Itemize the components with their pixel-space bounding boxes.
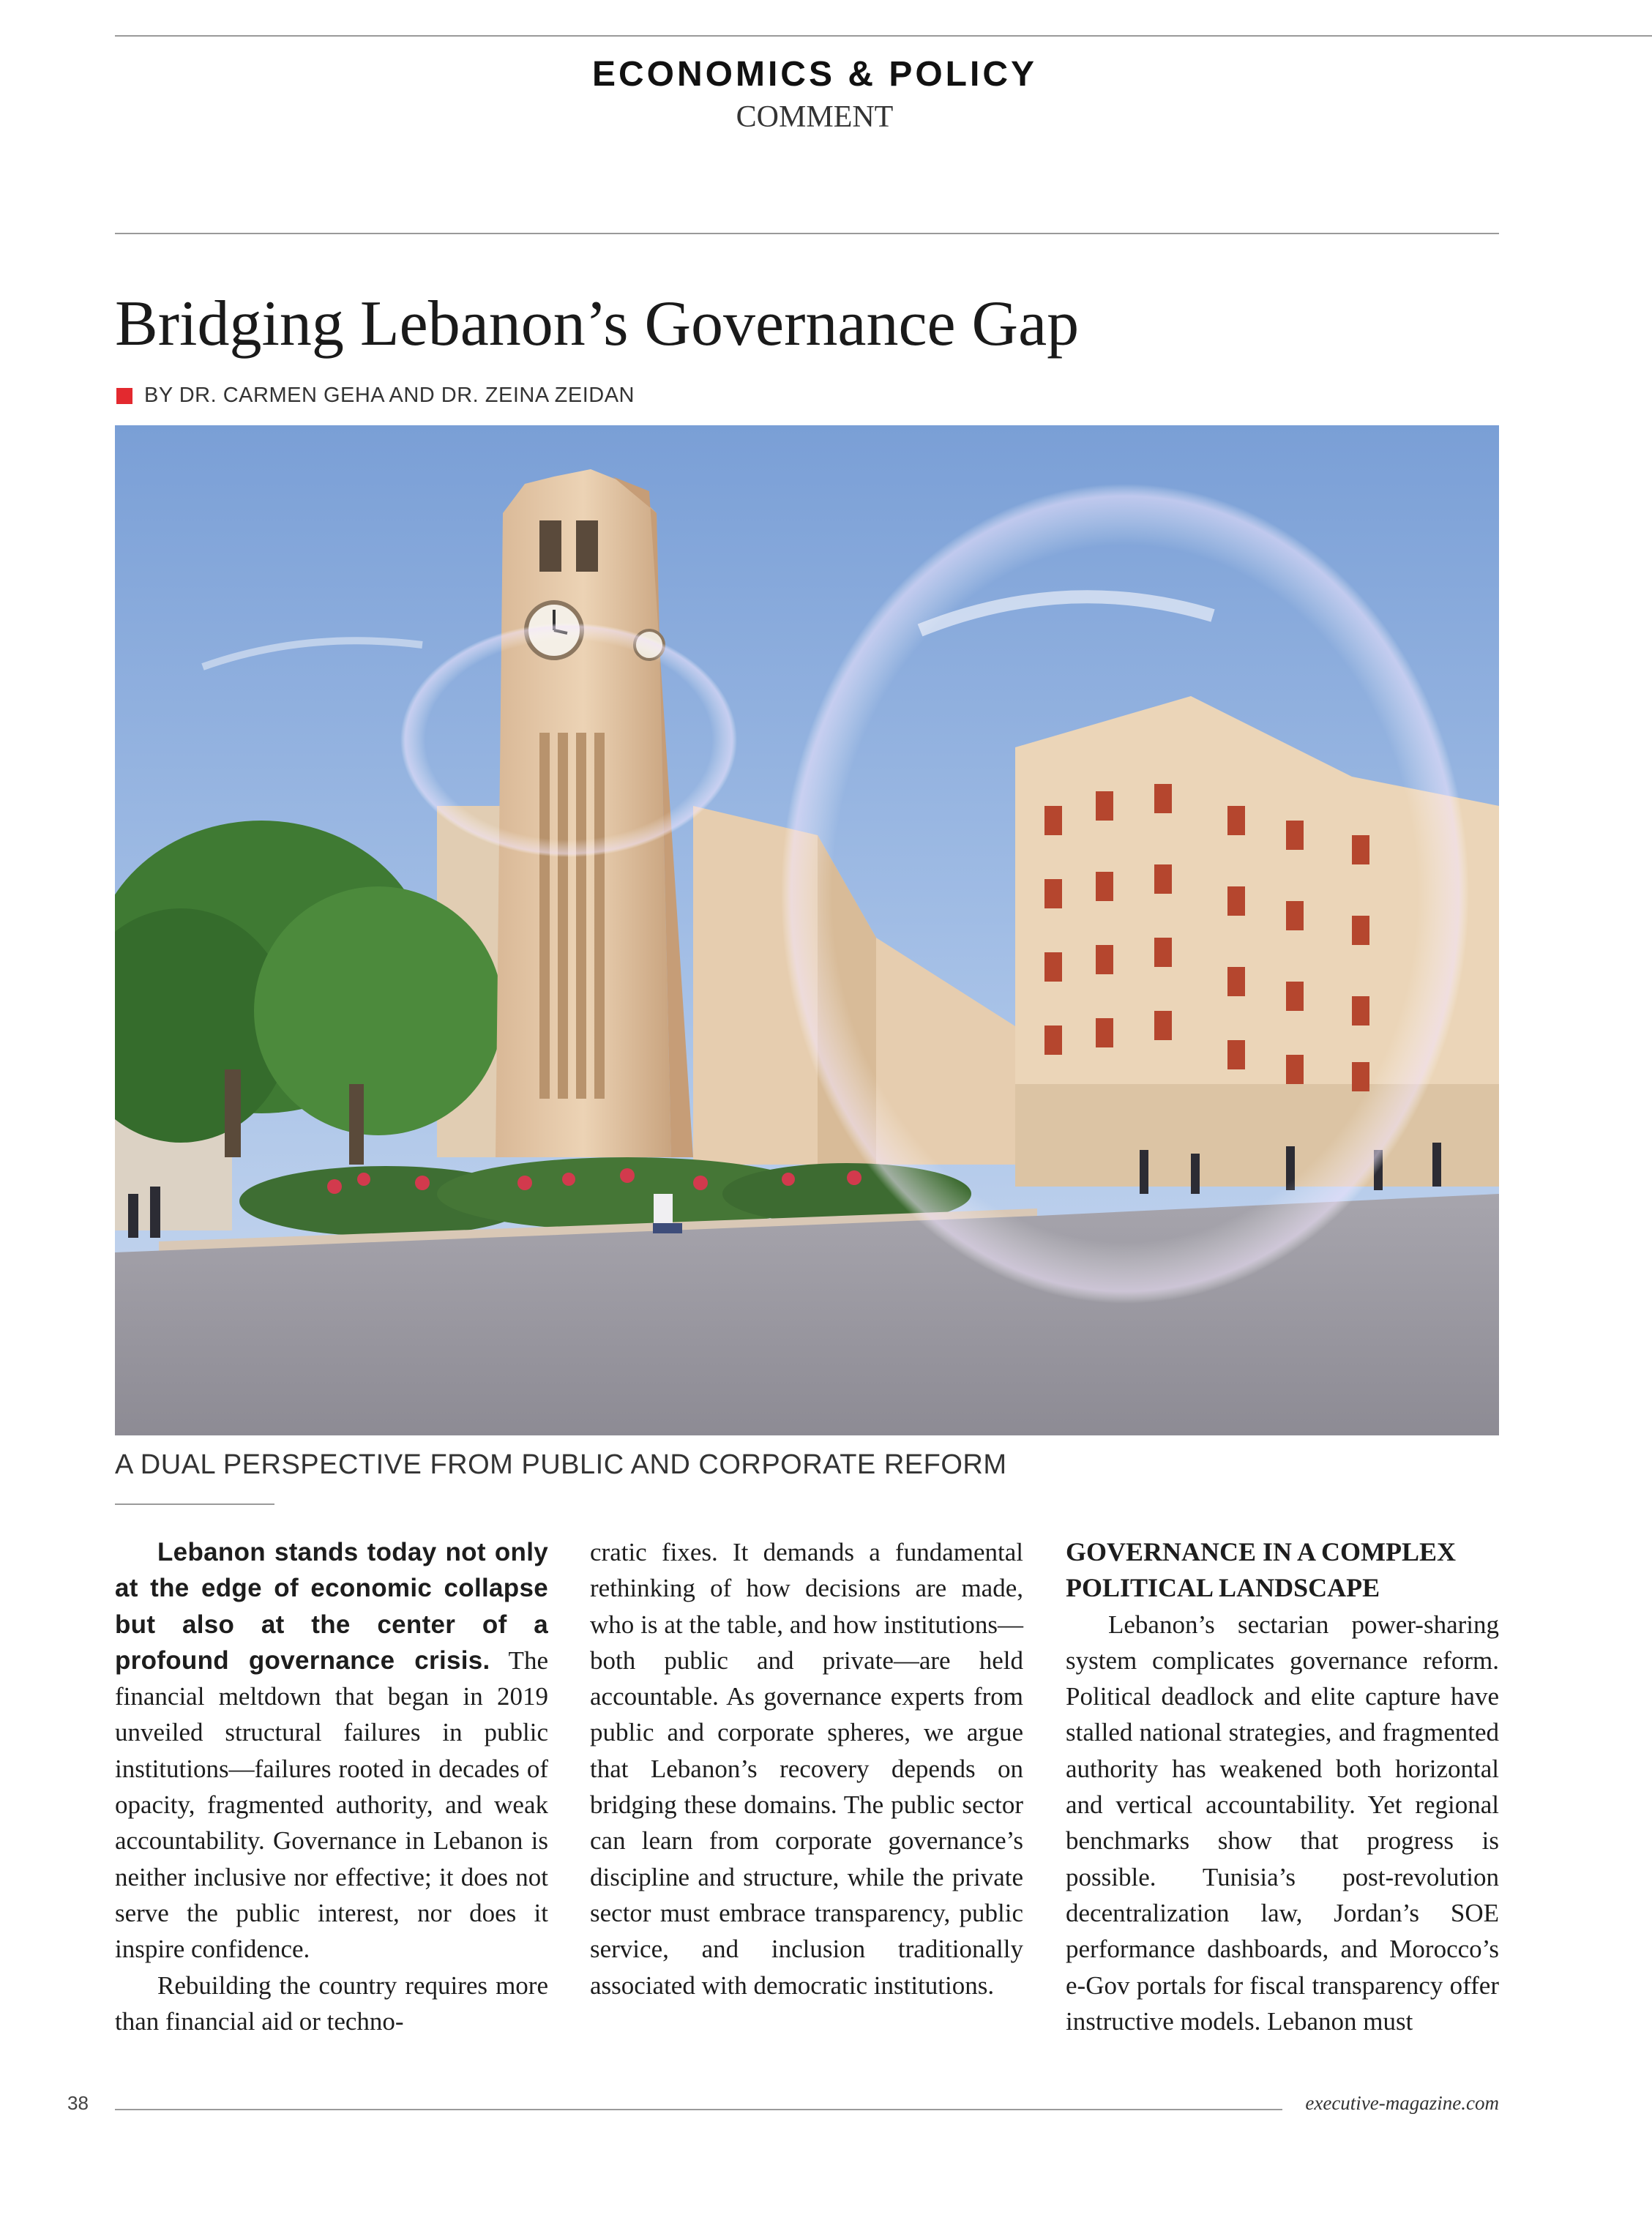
top-rule (115, 35, 1652, 37)
header-rule (115, 233, 1499, 234)
paragraph-text: The financial meltdown that began in 2019 unveiled structural failures in public institutions—failures rooted in decades of opacity, fragmented authority, and weak accountability. Governance in Lebanon is neither inclusive nor effective; it does not serve the public interest, nor does it inspire confidence. (115, 1645, 548, 1964)
article-deck: A DUAL PERSPECTIVE FROM PUBLIC AND CORPORATE REFORM (115, 1449, 1007, 1480)
column-3-paragraph-1: Lebanon’s sectarian power-sharing system complicates governance reform. Political deadlock and elite capture have stalled national strategies, and fragmented authority has weakened both horizontal and vertical accountability. Yet regional benchmarks show that progress is possible. Tunisia’s post-revolution decentralization law, Jordan’s SOE performance dashboards, and Morocco’s e-Gov portals for fiscal transparency offer instructive models. Lebanon must (1066, 1610, 1499, 2036)
section-subtitle: COMMENT (736, 100, 894, 134)
byline: BY DR. CARMEN GEHA AND DR. ZEINA ZEIDAN (144, 384, 635, 407)
hero-photo (115, 425, 1499, 1435)
lead-in: Lebanon stands today not only at the edge of economic collapse but also at the center of a profound governance crisis. (115, 1538, 548, 1675)
column-1 (115, 1534, 548, 2039)
article-title: Bridging Lebanon’s Governance Gap (115, 288, 1080, 359)
section-title: ECONOMICS & POLICY (591, 55, 1038, 94)
column-1-paragraph-2: Rebuilding the country requires more than financial aid or techno- (115, 1970, 548, 2036)
page-number: 38 (67, 2092, 89, 2114)
column-2 (590, 1534, 1023, 2003)
deck-rule (115, 1503, 274, 1505)
column-3-subhead: GOVERNANCE IN A COMPLEX POLITICAL LANDSCAPE (1066, 1537, 1457, 1603)
column-3 (1066, 1534, 1499, 2039)
website-url: executive-magazine.com (1305, 2092, 1499, 2114)
column-2-paragraph-1: cratic fixes. It demands a fundamental rethinking of how decisions are made, who is at the table, and how institutions—both public and private—are held accountable. As governance experts from public and corporate spheres, we argue that Lebanon’s recovery depends on bridging these domains. The public sector can learn from corporate governance’s discipline and structure, while the private sector must embrace transparency, public service, and inclusion traditionally associated with democratic institutions. (590, 1538, 1023, 2000)
column-1-paragraph-1 (115, 1534, 548, 1968)
byline-square-icon (116, 388, 132, 404)
footer-rule (115, 2109, 1282, 2110)
